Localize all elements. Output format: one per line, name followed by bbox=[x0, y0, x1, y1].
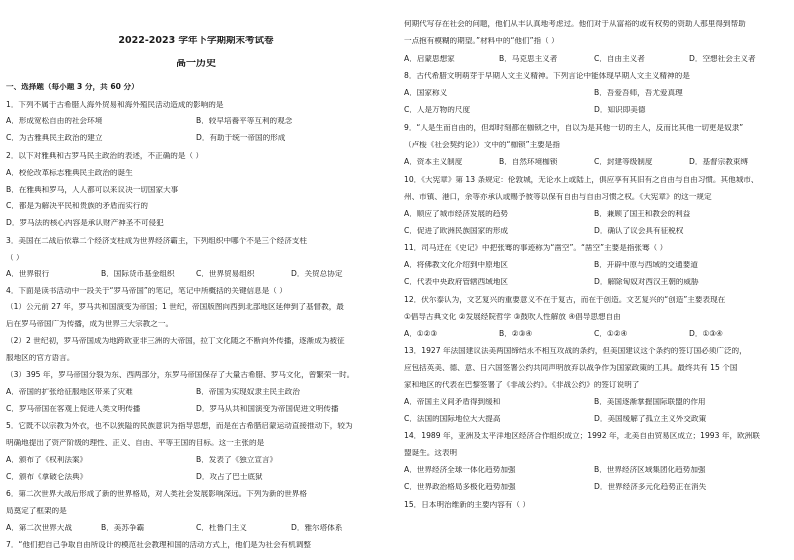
q9-stem-cont: （卢梭《社会契约论》）文中的“枷锁”主要是指 bbox=[404, 141, 560, 149]
q9-option-d: D．基督宗教束缚 bbox=[689, 158, 749, 166]
q12-option-a: A．①②③ bbox=[404, 330, 438, 338]
q6-option-c: C．杜鲁门主义 bbox=[196, 524, 247, 532]
q1-options-ab bbox=[6, 117, 386, 125]
q2-option-b: B．在雅典和罗马，人人都可以来议决一切国家大事 bbox=[6, 186, 179, 194]
q12-items: ①倡导古典文化 ②发展经院哲学 ③鼓吹人性解放 ④倡导思想自由 bbox=[404, 313, 621, 321]
q9-option-a: A．资本主义制度 bbox=[404, 158, 463, 166]
left-column bbox=[6, 0, 386, 560]
q5-option-b: B．发表了《独立宣言》 bbox=[196, 456, 278, 464]
q14-stem-cont: 盟诞生。这表明 bbox=[404, 449, 458, 457]
q5-option-a: A．颁布了《权利法案》 bbox=[6, 456, 88, 464]
q4-note-2-cont: 服地区的官方语言。 bbox=[6, 354, 75, 362]
q12-option-c: C．①②④ bbox=[594, 330, 628, 338]
q14-option-c: C．世界政治格局多极化趋势加强 bbox=[404, 483, 516, 491]
q6-option-d: D．雅尔塔体系 bbox=[291, 524, 343, 532]
q10-options-ab bbox=[404, 210, 784, 218]
q13-options-ab bbox=[404, 398, 784, 406]
q8-option-a: A．国家称义 bbox=[404, 89, 448, 97]
q13-options-cd bbox=[404, 415, 784, 423]
q10-stem: 10．《大宪章》第 13 条规定：伦敦城，无论水上或陆上，俱应享有其旧有之自由与自由习惯。其他城市、 bbox=[404, 176, 759, 184]
q10-option-a: A．顺应了城市经济发展的趋势 bbox=[404, 210, 508, 218]
q12-option-d: D．①③④ bbox=[689, 330, 723, 338]
q14-option-a: A．世界经济全球一体化趋势加强 bbox=[404, 466, 516, 474]
q5-option-c: C．颁布《拿破仑法典》 bbox=[6, 473, 88, 481]
q11-options-ab bbox=[404, 261, 784, 269]
q10-option-d: D．确认了议会具有征税权 bbox=[594, 227, 684, 235]
q14-options-ab bbox=[404, 466, 784, 474]
q12-options bbox=[404, 330, 784, 338]
q3-stem: 3．美国在二战后依靠二个经济支柱成为世界经济霸主，下列组织中哪个不是三个经济支柱 bbox=[6, 237, 307, 245]
subject-title: 高一历史 bbox=[176, 59, 216, 69]
q7-option-c: C．自由主义者 bbox=[594, 55, 645, 63]
q4-option-a: A．帝国的扩张给征服地区带来了灾难 bbox=[6, 388, 133, 396]
q8-options-ab bbox=[404, 89, 784, 97]
q10-options-cd bbox=[404, 227, 784, 235]
q5-stem-cont: 明确地提出了资产阶级的理性、正义、自由、平等王国的目标。这一主张的是 bbox=[6, 439, 265, 447]
q8-option-c: C．人是万物的尺度 bbox=[404, 106, 471, 114]
q3-option-d: D．关贸总协定 bbox=[291, 270, 343, 278]
q3-stem-cont: （ ） bbox=[6, 254, 24, 262]
q6-stem: 6．第二次世界大战后形成了新的世界格局，对人类社会发展影响深远。下列为新的世界格 bbox=[6, 490, 307, 498]
q9-options bbox=[404, 158, 784, 166]
q2-option-c: C．都是为解决平民和贵族的矛盾而实行的 bbox=[6, 202, 148, 210]
q12-option-b: B．②③④ bbox=[499, 330, 533, 338]
q13-option-a: A．帝国主义间矛盾得到缓和 bbox=[404, 398, 501, 406]
q15-stem: 15．日本明治维新的主要内容有（ ） bbox=[404, 501, 530, 509]
q3-option-b: B．国际货币基金组织 bbox=[101, 270, 175, 278]
q4-note-3: （3）395 年，罗马帝国分裂为东、西两部分，东罗马帝国保存了大量古希腊、罗马文化，曾繁荣一时。 bbox=[6, 371, 355, 379]
q4-option-b: B．帝国为实现奴隶主民主政治 bbox=[196, 388, 300, 396]
q8-option-d: D．知识即美德 bbox=[594, 106, 646, 114]
q4-note-2: （2）2 世纪初，罗马帝国成为地跨欧亚非三洲的大帝国，拉丁文化随之不断向外传播，逐渐成为被征 bbox=[6, 337, 345, 345]
q6-option-b: B．美苏争霸 bbox=[101, 524, 145, 532]
q7-stem-cont-2: 一点抱有模糊的期望。”材料中的“他们”指（ ） bbox=[404, 37, 559, 45]
q13-stem: 13．1927 年法国建议法美两国缔结永不相互攻战的条约，但美国建议这个条约的签订国必须广泛的， bbox=[404, 347, 747, 355]
q6-option-a: A．第二次世界大战 bbox=[6, 524, 72, 532]
q4-options-cd bbox=[6, 405, 386, 413]
q7-stem: 7．“他们把自己争取自由所设计的模范社会教理和国的活动方式上，他们是为社会有机调整 bbox=[6, 541, 311, 549]
q7-option-a: A．启蒙思想家 bbox=[404, 55, 455, 63]
q5-options-cd bbox=[6, 473, 386, 481]
q14-option-b: B．世界经济区域集团化趋势加强 bbox=[594, 466, 706, 474]
q4-note-1-cont: 后在罗马帝国广为传播，成为世界三大宗教之一。 bbox=[6, 320, 174, 328]
q12-stem: 12．伏尔泰认为，文艺复兴的重要意义不在于复古，而在于创造。文艺复兴的“创造”主要表现在 bbox=[404, 296, 726, 304]
q14-option-d: D．世界经济多元化趋势正在消失 bbox=[594, 483, 707, 491]
q8-option-b: B．吾爱吾师，吾尤爱真理 bbox=[594, 89, 683, 97]
q9-option-c: C．封建等级制度 bbox=[594, 158, 653, 166]
q7-options bbox=[404, 55, 784, 63]
q9-stem: 9．“人是生而自由的，但却时刻都在枷锁之中，自以为是其他一切的主人，反而比其他一切更是奴隶” bbox=[404, 124, 744, 132]
q2-option-d: D．罗马法的核心内容是承认财产神圣不可侵犯 bbox=[6, 219, 164, 227]
exam-title: 2022-2023 学年下学期期末考试卷 bbox=[118, 36, 274, 46]
section-heading: 一、选择题（每小题 3 分，共 60 分） bbox=[6, 83, 139, 91]
q2-option-a: A．校伦改革标志雅典民主政治的诞生 bbox=[6, 169, 133, 177]
q11-option-d: D．解除匈奴对西汉王朝的威胁 bbox=[594, 278, 699, 286]
q13-option-c: C．法国的国际地位大大提高 bbox=[404, 415, 501, 423]
q13-stem-cont-1: 应包括英美、德、意、日六国签署公约共同声明放弃以战争作为国家政策的工具。最终共有 15 个国 bbox=[404, 364, 738, 372]
q7-option-d: D．空想社会主义者 bbox=[689, 55, 756, 63]
q4-options-ab bbox=[6, 388, 386, 396]
q13-option-d: D．美国缓解了孤立主义外交政策 bbox=[594, 415, 707, 423]
q1-option-b: B．较早培養平等互利的观念 bbox=[196, 117, 293, 125]
q7-option-b: B．马克思主义者 bbox=[499, 55, 558, 63]
q11-stem: 11．司马迁在《史记》中把张骞的事迹称为“凿空”。“凿空”主要是指张骞（ ） bbox=[404, 244, 668, 252]
q4-stem: 4．下面是读书活动中一段关于“罗马帝国”的笔记，笔记中所概括的关键信息是（ ） bbox=[6, 287, 287, 295]
q6-options bbox=[6, 524, 386, 532]
q4-note-1: （1）公元前 27 年，罗马共和国演变为帝国；1 世纪，帝国版图向西到北部地区延伸到了基督教，最 bbox=[6, 303, 344, 311]
q9-option-b: B．自然环境枷锁 bbox=[499, 158, 558, 166]
q3-option-a: A．世界银行 bbox=[6, 270, 50, 278]
q4-option-d: D．罗马从共和国演变为帝国促进文明传播 bbox=[196, 405, 339, 413]
q11-option-a: A．将佛教文化介绍到中原地区 bbox=[404, 261, 508, 269]
q1-option-c: C．为古雅典民主政治的建立 bbox=[6, 134, 103, 142]
q11-options-cd bbox=[404, 278, 784, 286]
q1-stem: 1．下列不属于古希腊人海外贸易和海外殖民活动造成的影响的是 bbox=[6, 101, 224, 109]
q8-options-cd bbox=[404, 106, 784, 114]
q5-options-ab bbox=[6, 456, 386, 464]
q11-option-b: B．开辟中原与西域的交通要道 bbox=[594, 261, 698, 269]
q3-options bbox=[6, 270, 386, 278]
q13-stem-cont-2: 家和地区的代表在巴黎签署了《非战公约》。《非战公约》的签订说明了 bbox=[404, 381, 640, 389]
q10-option-b: B．兼顾了国王和教会的利益 bbox=[594, 210, 691, 218]
q10-stem-cont: 州、市镇、港口，余等亦承认或赐予彼等以保有自由与自由习惯之权。《大宪章》的这一规定 bbox=[404, 193, 712, 201]
q6-stem-cont: 局奠定了框架的是 bbox=[6, 507, 67, 515]
q7-stem-cont-1: 何期代写存在社会的问题，他们从丰认真地考虑过。他们对于从富裕的或有权势的资助人那里得到帮助 bbox=[404, 20, 746, 28]
q10-option-c: C．促进了欧洲民族国家的形成 bbox=[404, 227, 509, 235]
q5-stem: 5．它既不以宗教为外衣，也不以狭隘的民族意识为指导思想，而是在古希腊启蒙运动直接推动下，较为 bbox=[6, 422, 353, 430]
q5-option-d: D．攻占了巴士底狱 bbox=[196, 473, 263, 481]
q1-option-a: A．形成宽松自由的社会环境 bbox=[6, 117, 103, 125]
q2-stem: 2．以下对雅典和古罗马民主政治的表述，不正确的是（ ） bbox=[6, 152, 204, 160]
q14-stem: 14．1989 年，亚洲及太平洋地区经济合作组织成立；1992 年，北美自由贸易区成立；1993 年，欧洲联 bbox=[404, 432, 760, 440]
q14-options-cd bbox=[404, 483, 784, 491]
q4-option-c: C．罗马帝国在客观上促进人类文明传播 bbox=[6, 405, 141, 413]
q8-stem: 8．古代希腊文明萌芽于早期人文主义精神。下列言论中能体现早期人文主义精神的是 bbox=[404, 72, 690, 80]
q13-option-b: B．美国逐渐掌握国际联盟的作用 bbox=[594, 398, 706, 406]
q3-option-c: C．世界贸易组织 bbox=[196, 270, 255, 278]
q1-options-cd bbox=[6, 134, 386, 142]
q11-option-c: C．代表中央政府管辖西域地区 bbox=[404, 278, 509, 286]
q1-option-d: D．有助于统一帝国的形成 bbox=[196, 134, 286, 142]
right-column bbox=[404, 0, 784, 560]
